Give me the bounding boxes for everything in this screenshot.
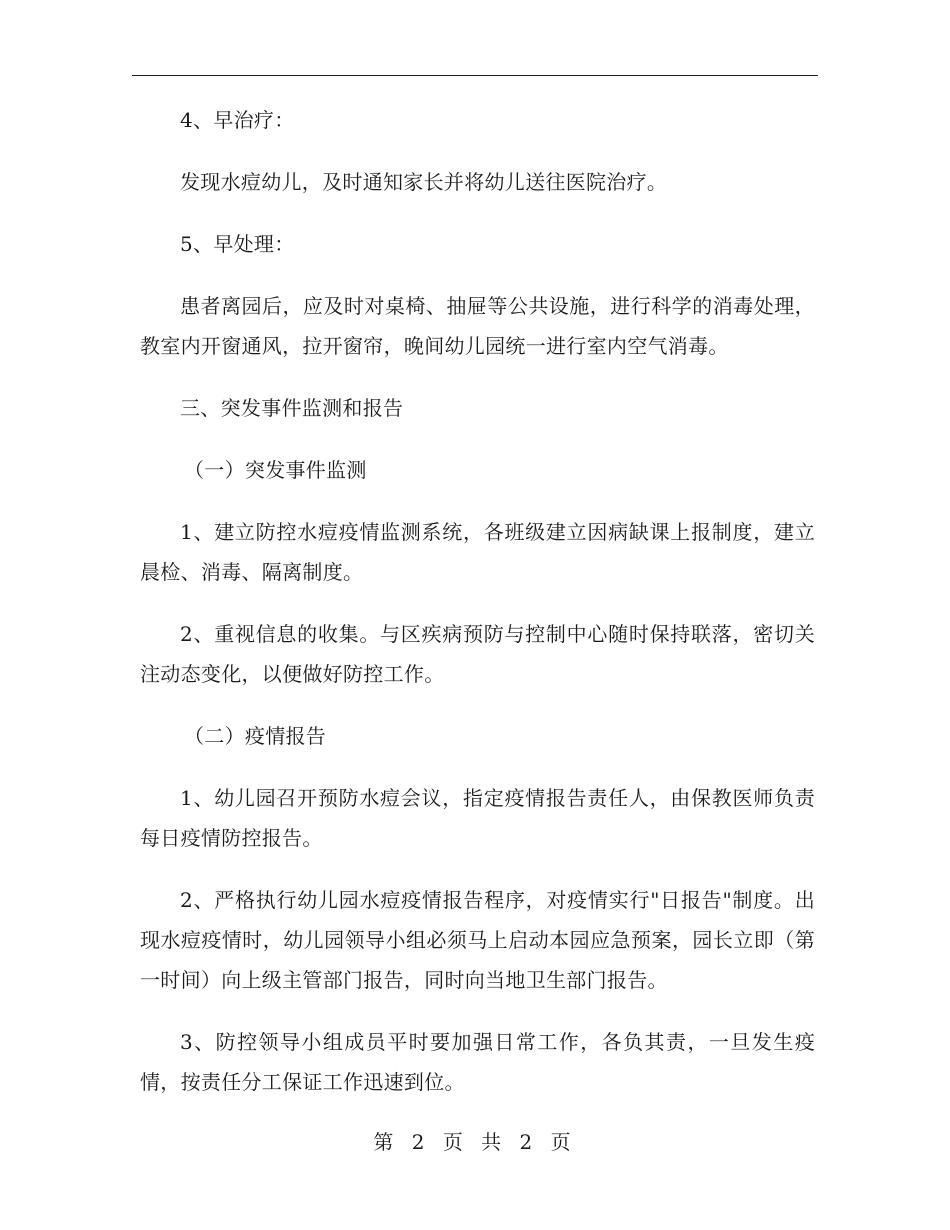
paragraph-monitoring-2: 2、重视信息的收集。与区疾病预防与控制中心随时保持联落，密切关注动态变化，以便做好防控工作。 — [140, 622, 815, 686]
paragraph-reporting-3: 3、防控领导小组成员平时要加强日常工作，各负其责，一旦发生疫情，按责任分工保证工作迅速到位。 — [140, 1030, 815, 1094]
paragraph-reporting-2: 2、严格执行幼儿园水痘疫情报告程序，对疫情实行"日报告"制度。出现水痘疫情时，幼儿园领导小组必须马上启动本园应急预案，园长立即（第一时间）向上级主管部门报告，同时向当地卫生部门报告。 — [140, 888, 815, 992]
paragraph-monitoring-1: 1、建立防控水痘疫情监测系统，各班级建立因病缺课上报制度，建立晨检、消毒、隔离制度。 — [140, 520, 815, 584]
section-heading-monitoring-reporting: 三、突发事件监测和报告 — [180, 396, 404, 420]
subsection-heading-reporting: （二）疫情报告 — [184, 724, 327, 748]
subsection-heading-monitoring: （一）突发事件监测 — [184, 458, 367, 482]
page-number-footer: 第 2 页 共 2 页 — [373, 1130, 577, 1154]
subheading-early-treatment: 4、早治疗： — [180, 108, 295, 132]
paragraph-reporting-1: 1、幼儿园召开预防水痘会议，指定疫情报告责任人，由保教医师负责每日疫情防控报告。 — [140, 786, 815, 850]
header-rule — [132, 75, 818, 76]
paragraph-early-treatment: 发现水痘幼儿，及时通知家长并将幼儿送往医院治疗。 — [180, 170, 668, 194]
document-body — [140, 100, 815, 1124]
subheading-early-handling: 5、早处理： — [180, 232, 295, 256]
paragraph-early-handling: 患者离园后，应及时对桌椅、抽屉等公共设施，进行科学的消毒处理，教室内开窗通风，拉开窗帘，晚间幼儿园统一进行室内空气消毒。 — [140, 294, 815, 358]
